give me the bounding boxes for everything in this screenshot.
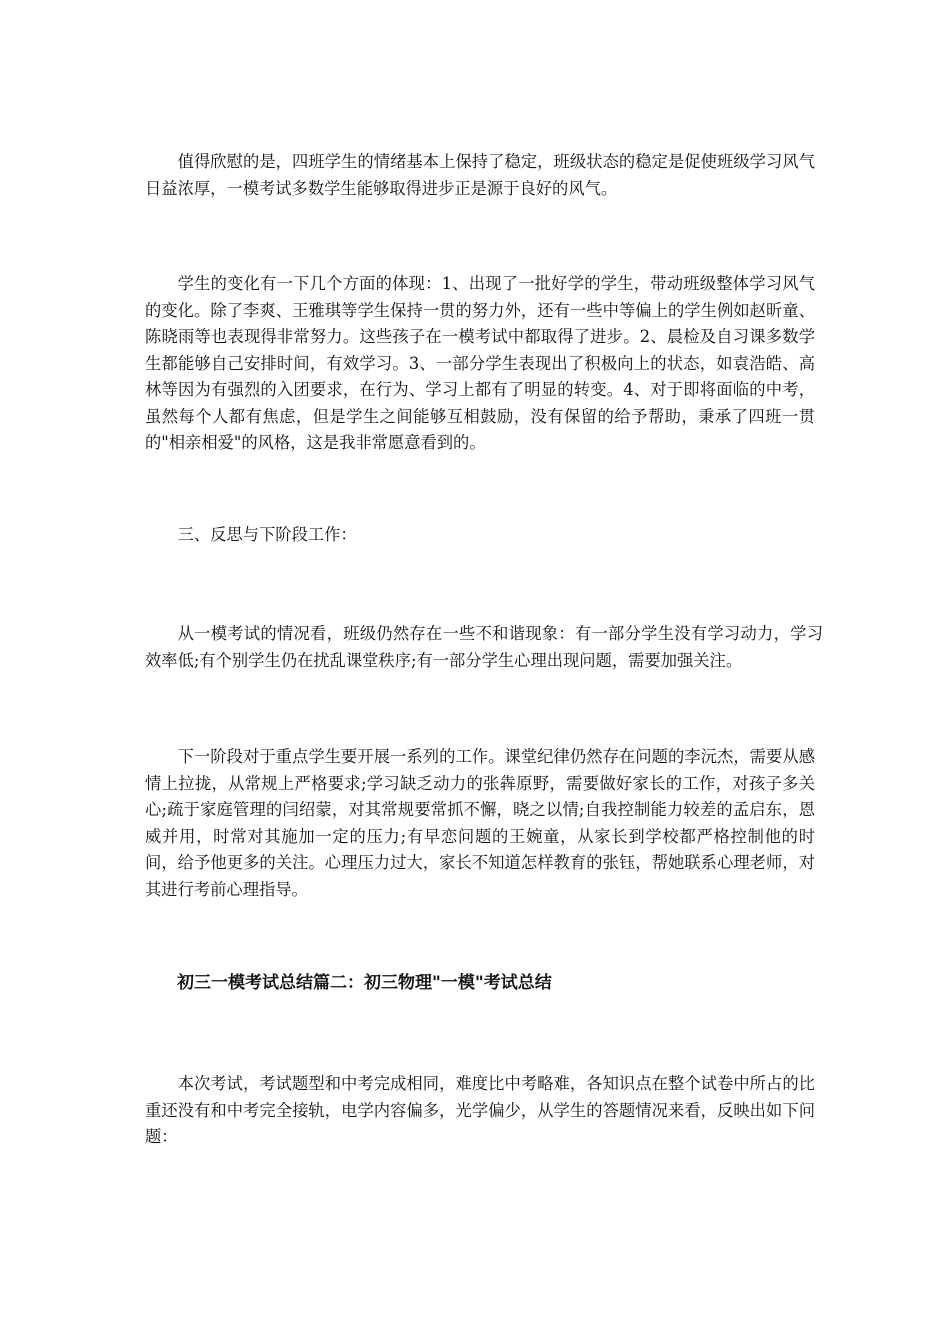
paragraph-existing-problems: 从一模考试的情况看，班级仍然存在一些不和谐现象：有一部分学生没有学习动力，学习效率低;有个别学生仍在扰乱课堂秩序;有一部分学生心理出现问题，需要加强关注。 [145, 624, 823, 670]
paragraph-exam-overview: 本次考试，考试题型和中考完成相同，难度比中考略难，各知识点在整个试卷中所占的比重还没有和中考完全接轨，电学内容偏多，光学偏少，从学生的答题情况来看，反映出如下问题： [145, 1074, 815, 1146]
paragraph-next-stage-work: 下一阶段对于重点学生要开展一系列的工作。课堂纪律仍然存在问题的李沅杰，需要从感情上拉拢，从常规上严格要求;学习缺乏动力的张犇原野，需要做好家长的工作，对孩子多关心;疏于家庭管理的闫绍蒙，对其常规要常抓不懈，晓之以情;自我控制能力较差的孟启东，恩威并用，时常对其施加一定的压力;有早恋问题的王婉童，从家长到学校都严格控制他的时间，给予他更多的关注。心理压力过大，家长不知道怎样教育的张钰，帮她联系心理老师，对其进行考前心理指导。 [145, 747, 815, 899]
paragraph-class-stability: 值得欣慰的是，四班学生的情绪基本上保持了稳定，班级状态的稳定是促使班级学习风气日益浓厚，一模考试多数学生能够取得进步正是源于良好的风气。 [145, 152, 815, 198]
section-heading-physics-summary: 初三一模考试总结篇二：初三物理"一模"考试总结 [177, 973, 552, 993]
paragraph-student-changes: 学生的变化有一下几个方面的体现：1、出现了一批好学的学生，带动班级整体学习风气的变化。除了李爽、王雅琪等学生保持一贯的努力外，还有一些中等偏上的学生例如赵昕童、陈晓雨等也表现得非常努力。这些孩子在一模考试中都取得了进步。2、晨检及自习课多数学生都能够自己安排时间，有效学习。3、一部分学生表现出了积极向上的状态，如袁浩皓、高林等因为有强烈的入团要求，在行为、学习上都有了明显的转变。4、对于即将面临的中考，虽然每个人都有焦虑，但是学生之间能够互相鼓励，没有保留的给予帮助，秉承了四班一贯的"相亲相爱"的风格，这是我非常愿意看到的。 [145, 274, 815, 452]
section-title-reflection: 三、反思与下阶段工作： [177, 525, 357, 544]
